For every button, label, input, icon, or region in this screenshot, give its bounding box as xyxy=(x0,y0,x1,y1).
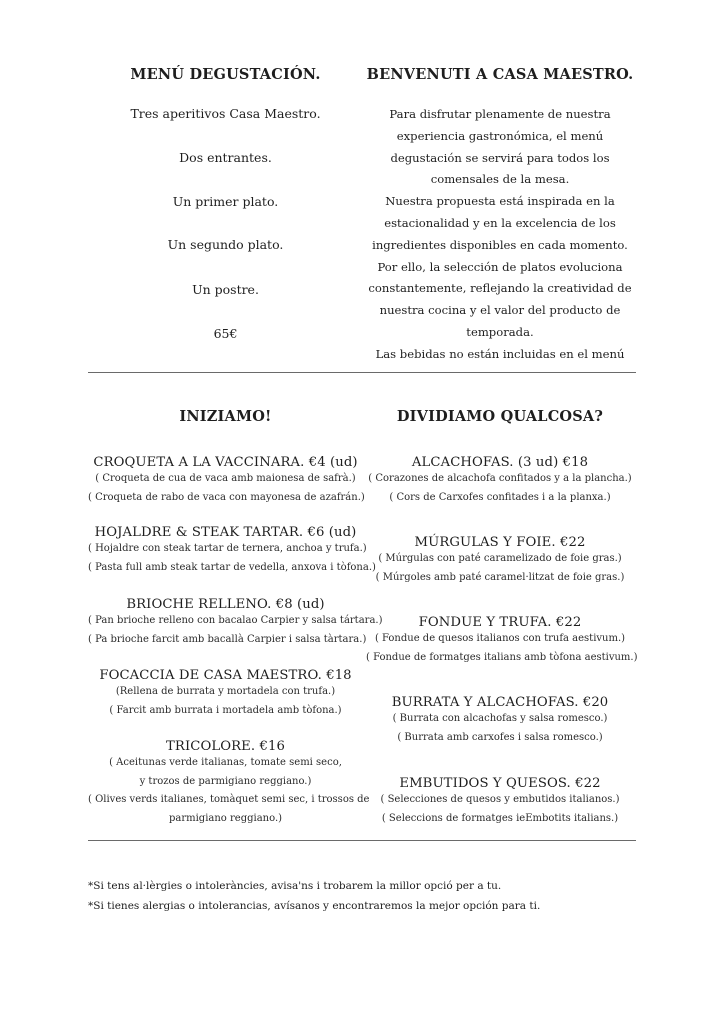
dish-item: FONDUE Y TRUFA. €22 ( Fondue de quesos italianos con trufa aestivum.) ( Fondue de formatges italians amb tòfona aestivum.) xyxy=(366,615,638,663)
dish-item: FOCACCIA DE CASA MAESTRO. €18 (Rellena de burrata y mortadela con trufa.) ( Farcit amb burrata i mortadela amb tòfona.) xyxy=(99,668,352,716)
dish-item: MÚRGULAS Y FOIE. €22 ( Múrgulas con paté caramelizado de foie gras.) ( Múrgoles amb paté caramel·litzat de foie gras.) xyxy=(375,535,625,583)
allergy-notes: *Si tens al·lèrgies o intoleràncies, avisa'ns i trobarem la millor opció per a tu. *Si tienes alergias o intolerancias, avísanos y encontraremos la mejor opción para ti. xyxy=(88,880,541,912)
tasting-item: Un postre. xyxy=(192,282,259,297)
tasting-item: Tres aperitivos Casa Maestro. xyxy=(130,106,321,121)
divider xyxy=(88,372,636,373)
dish-item: HOJALDRE & STEAK TARTAR. €6 (ud) ( Hojaldre con steak tartar de ternera, anchoa y trufa.) ( Pasta full amb steak tartar de vedella, anxova i tòfona.) xyxy=(88,525,376,573)
tasting-price: 65€ xyxy=(213,326,238,341)
tasting-item: Dos entrantes. xyxy=(179,150,272,165)
divider xyxy=(88,840,636,841)
tasting-item: Un primer plato. xyxy=(172,194,279,209)
dish-item: TRICOLORE. €16 ( Aceitunas verde italianas, tomate semi seco, y trozos de parmigiano reggiano.) ( Olives verds italianes, tomàquet semi sec, i trossos de parmigiano reggiano.) xyxy=(88,739,370,824)
tasting-menu-title: MENÚ DEGUSTACIÓN. xyxy=(130,66,321,83)
iniziamo-title: INIZIAMO! xyxy=(179,408,272,425)
dish-item: BURRATA Y ALCACHOFAS. €20 ( Burrata con alcachofas y salsa romesco.) ( Burrata amb carxofes i salsa romesco.) xyxy=(391,695,609,743)
welcome-title: BENVENUTI A CASA MAESTRO. xyxy=(366,66,634,83)
welcome-text: Para disfrutar plenamente de nuestra experiencia gastronómica, el menú degustación se servirá para todos los comensales de la mesa. Nuestra propuesta está inspirada en la estacionalidad y en la excelencia de los ingredientes disponibles en cada momento. Por ello, la selección de platos evoluciona constantemente, reflejando la creatividad de nuestra cocina y el valor del producto de temporada. Las bebidas no están incluidas en el menú xyxy=(368,107,632,361)
dish-item: CROQUETA A LA VACCINARA. €4 (ud) ( Croqueta de cua de vaca amb maionesa de safrà.) ( Croqueta de rabo de vaca con mayonesa de azafrán.) xyxy=(88,455,365,503)
dish-item: ALCACHOFAS. (3 ud) €18 ( Corazones de alcachofa confitados y a la plancha.) ( Cors de Carxofes confitades i a la planxa.) xyxy=(368,455,632,503)
dividiamo-title: DIVIDIAMO QUALCOSA? xyxy=(396,408,604,425)
tasting-item: Un segundo plato. xyxy=(167,237,284,252)
dish-item: BRIOCHE RELLENO. €8 (ud) ( Pan brioche relleno con bacalao Carpier y salsa tártara.) ( Pa brioche farcit amb bacallà Carpier i salsa tàrtara.) xyxy=(88,597,383,645)
dish-item: EMBUTIDOS Y QUESOS. €22 ( Selecciones de quesos y embutidos italianos.) ( Seleccions de formatges ieEmbotits italians.) xyxy=(380,776,620,824)
